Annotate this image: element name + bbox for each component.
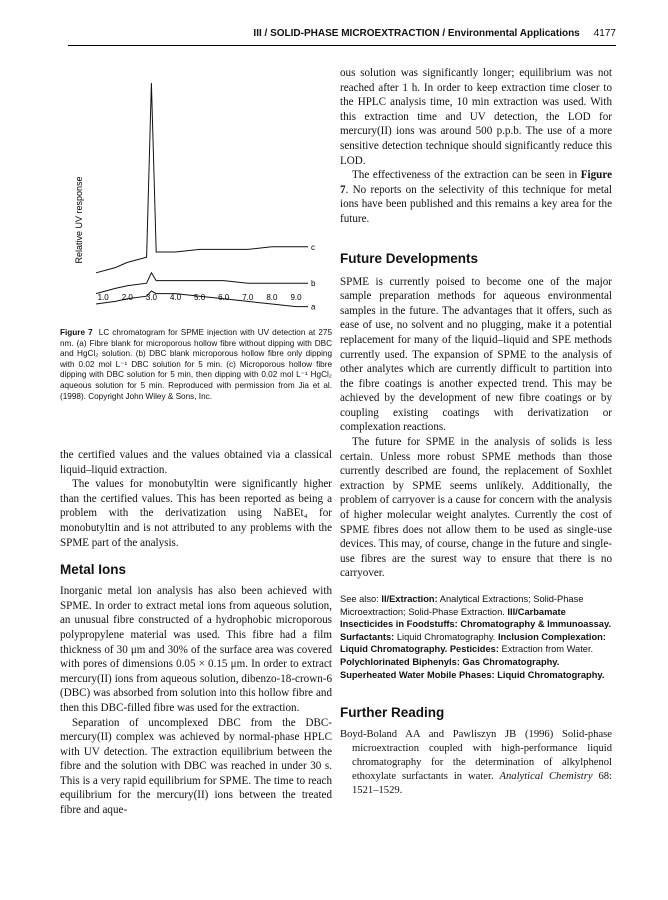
running-header — [68, 28, 616, 44]
paragraph: The values for monobutyltin were significantly higher than the certified values. This has been reported as being a problem with the derivatization using NaBEt₄ for monobutyltin and is not attributed to any problems with the SPME part of the analysis. — [60, 478, 332, 549]
x-tick-labels — [98, 293, 302, 302]
header-rule — [68, 45, 616, 46]
x-tick-label: 8.0 — [266, 293, 278, 302]
page-number: 4177 — [593, 28, 616, 39]
section-heading-metal-ions: Metal Ions — [60, 562, 127, 578]
paragraph: The effectiveness of the extraction can be seen in Figure 7. No reports on the selectivity of this technique for metal ions have been published and this remains a key area for the future. — [340, 169, 612, 225]
x-tick-label: 4.0 — [169, 293, 182, 302]
plot-area — [96, 83, 316, 312]
paragraph: ous solution was significantly longer; equilibrium was not reached after 1 h. In order to keep extraction time closer to the HPLC analysis time, 10 min extraction was used. With this extraction time and UV detection, the LOD for mercury(II) ions was around 500 p.p.b. The use of a more sensitive detection technique should significantly reduce this LOD. — [340, 67, 612, 167]
x-tick-label: 5.0 — [194, 293, 206, 302]
figure-caption — [60, 328, 332, 402]
caption-text: LC chromatogram for SPME injection with UV detection at 275 nm. (a) Fibre blank for microporous hollow fibre without dipping with DBC and HgCl₂ solution. (b) DBC blank microporous hollow fibre only dipping with 0.02 mol L⁻¹ DBC solution for 5 min. (c) Microporous hollow fibre dipping with DBC solution for 5 min, then dipping with 0.02 mol L⁻¹ HgCl₂ aqueous solution for 5 min. Reproduced with permission from Jia et al. (1998). Copyright John Wiley & Sons, Inc. — [60, 328, 332, 401]
x-tick-label: 1.0 — [97, 293, 109, 302]
paragraph: the certified values and the values obtained via a classical liquid–liquid extraction. — [60, 449, 332, 476]
see-also: See also: II/Extraction: Analytical Extractions; Solid-Phase Microextraction; Solid-Phase Extraction. III/Carbamate Insecticides in Foodstuffs: Chromatography & Immunoassay. Surfactants: Liquid Chromatography. Inclusion Complexation: Liquid Chromatography. Pesticides: Extraction from Water. Polychlorinated Biphenyls: Gas Chromatography. Superheated Water Mobile Phases: Liquid Chromatography. — [340, 594, 612, 680]
trace-label-c: c — [311, 242, 315, 252]
series-line-b — [96, 273, 308, 294]
figure-reference[interactable]: Figure 7 — [340, 169, 612, 196]
x-tick-label: 9.0 — [290, 293, 302, 302]
x-tick-label: 2.0 — [121, 293, 133, 302]
trace-label-b: b — [311, 279, 316, 289]
figure-7 — [60, 60, 332, 328]
caption-label: Figure 7 — [60, 328, 93, 337]
chromatogram-chart — [60, 60, 332, 328]
x-tick-label: 3.0 — [145, 293, 157, 302]
paragraph: Inorganic metal ion analysis has also been achieved with SPME. In order to extract metal ions from aqueous solution, an unusual fibre constructed of a hydrophobic microporous polypropylene material was used. This fibre had a film thickness of 30 μm and 30% of the surface area was covered with pores of dimensions 0.05 × 0.15 μm. In order to extract mercury(II) ions from aqueous solution, dibenzo-18-crown-6 (DBC) was absorbed from solution into this hollow fibre and then this DBC-filled fibre was used for the extraction. — [60, 585, 332, 714]
left-column — [60, 448, 332, 818]
x-tick-label: 7.0 — [242, 293, 254, 302]
section-heading-future: Future Developments — [340, 250, 479, 266]
paragraph: SPME is currently poised to become one of the major sample preparation methods for aqueous environmental samples in the future. The advantages that it offers, such as ease of use, no solvent and no plugging, make it a potential replacement for many of the liquid–liquid and SPE methods currently used. The expansion of SPME to the analysis of other analytes which are currently difficult to partition into the fibre coatings is another expected trend. This may be achieved by the development of new fibre coatings or by coupling existing coatings with derivatization or complexation reactions. — [340, 275, 612, 434]
x-tick-label: 6.0 — [218, 293, 230, 302]
paragraph: Separation of uncomplexed DBC from the DBC-mercury(II) complex was achieved by normal-phase HPLC with UV detection. The extraction equilibrium between the fibre and the solution with DBC was reached in under 30 s. This is a very rapid equilibrium for SPME. The time to reach equilibrium for the mercury(II) ions between the treated fibre and aque- — [60, 716, 332, 817]
trace-label-a: a — [311, 302, 316, 312]
paragraph: The future for SPME in the analysis of solids is less certain. Unless more robust SPME methods than those currently described are found, the replacement of Soxhlet extraction by SPME seems unlikely. Additionally, the problem of carryover is a cause for concern with the analysis of higher molecular weight analytes. Currently the cost of SPME fibres does not allow them to be used as single-use devices. This may, of course, change in the future and single-use fibres are the surest way to ensure that there is no carryover. — [340, 436, 612, 580]
running-title: III / SOLID-PHASE MICROEXTRACTION / Environmental Applications — [253, 28, 580, 39]
section-heading-further-reading: Further Reading — [340, 705, 445, 721]
y-axis-label: Relative UV response — [74, 176, 84, 264]
series-line-c — [96, 83, 308, 273]
reference-entry: Boyd-Boland AA and Pawliszyn JB (1996) Solid-phase microextraction coupled with high-performance liquid chromatography for the determination of alkylphenol ethoxylate surfactants in water. Analytical Chemistry 68: 1521–1529. — [340, 729, 613, 797]
right-column — [340, 66, 612, 798]
